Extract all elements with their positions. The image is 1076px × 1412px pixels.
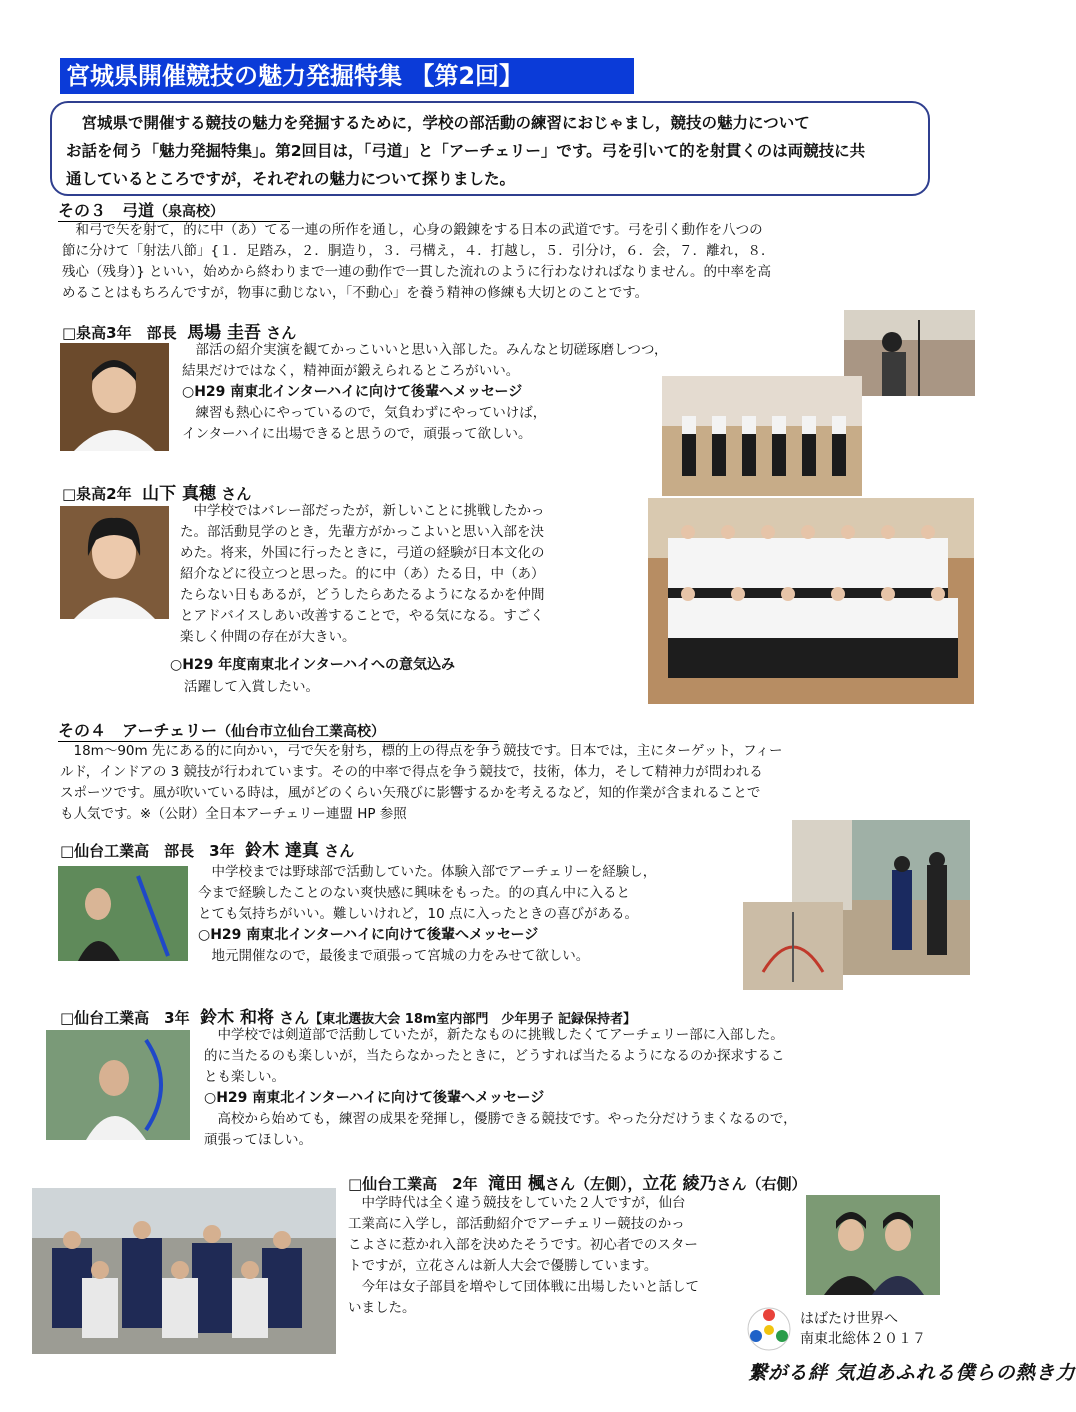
person-name: 立花 綾乃 — [642, 1174, 717, 1194]
body-line: 和弓で矢を射て，的に中（あ）てる一連の所作を通し，心身の鍛錬をする日本の武道です。弓を引く動作を八つの — [75, 222, 763, 238]
body-line: 18m～90m 先にある的に向かい，弓で矢を射ち，標的上の得点を争う競技です。日本では，主にターゲット，フィー — [73, 743, 783, 759]
record-note: 【東北選抜大会 18m室内部門 少年男子 記録保持者】 — [309, 1012, 636, 1027]
text-line: 中学時代は全く違う競技をしていた２人ですが，仙台 — [361, 1195, 686, 1211]
archery-person3-text — [348, 1193, 788, 1319]
kyudo-group-photo — [648, 498, 974, 704]
kyudo-school: （泉高校） — [154, 204, 225, 220]
archery-heading-title: その４ アーチェリー — [58, 721, 218, 740]
text-line: 今年は女子部員を増やして団体戦に出場したいと話して — [361, 1279, 699, 1295]
text-line: とアドバイスしあい改善することで，やる気になる。すごく — [180, 608, 544, 624]
archery-heading — [58, 718, 498, 742]
kyudo-practice-photo — [844, 310, 975, 396]
text-line: とても気持ちがいい。難しいけれど，10 点に入ったときの喜びがある。 — [198, 906, 638, 922]
archery-person1-text — [198, 862, 758, 967]
intro-line: 宮城県で開催する競技の魅力を発掘するために，学校の部活動の練習におじゃまし，競技の魅力について — [81, 114, 810, 132]
text-line: 部活の紹介実演を観てかっこいいと思い入部した。みんなと切磋琢磨しつつ， — [195, 342, 668, 358]
text-line: 紹介などに役立つと思った。的に中（あ）たる日，中（あ） — [180, 566, 545, 582]
logo-tagline: はばたけ世界へ — [800, 1311, 898, 1327]
games-logo-icon — [746, 1306, 792, 1352]
person-label: □仙台工業高 部長 3年 — [60, 842, 235, 860]
message-title: ○H29 年度南東北インターハイへの意気込み — [170, 657, 456, 673]
name-separator: ， — [627, 1175, 643, 1193]
text-line: 楽しく仲間の存在が大きい。 — [180, 629, 356, 645]
person-name: 滝田 楓 — [488, 1174, 545, 1194]
text-line: 中学校までは野球部で活動していた。体験入部でアーチェリーを経験し， — [211, 864, 657, 880]
logo-slogan: 繋がる絆 気迫あふれる僕らの熱き力 — [748, 1362, 1076, 1384]
text-line: いました。 — [348, 1300, 416, 1316]
kyudo-person2-text — [180, 501, 650, 648]
intro-line: 通しているところですが，それぞれの魅力について探りました。 — [66, 170, 516, 188]
message-title: ○H29 南東北インターハイに向けて後輩へメッセージ — [182, 384, 523, 400]
person-label: □泉高3年 部長 — [62, 324, 177, 342]
archery-school: （仙台市立仙台工業高校） — [217, 724, 386, 740]
kyudo-line-photo — [662, 376, 862, 496]
text-line: とも楽しい。 — [204, 1069, 285, 1085]
person-name: 馬場 圭吾 — [187, 323, 261, 343]
portrait-photo — [46, 1030, 190, 1140]
person-side: さん（左側） — [545, 1175, 628, 1193]
text-line: 中学校ではバレー部だったが，新しいことに挑戦したかっ — [193, 503, 545, 519]
text-line: 結果だけではなく，精神面が鍛えられるところがいい。 — [182, 363, 520, 379]
message-title: ○H29 南東北インターハイに向けて後輩へメッセージ — [198, 927, 539, 943]
text-line: 今まで経験したことのない爽快感に興味をもった。的の真ん中に入ると — [198, 885, 630, 901]
archery-body — [60, 741, 950, 825]
text-line: 的に当たるのも楽しいが，当たらなかったときに，どうすれば当たるようになるのか探求するこ — [204, 1048, 785, 1064]
person-honorific: さん — [279, 1009, 310, 1027]
archery-duo-photo — [806, 1195, 940, 1295]
message-title: ○H29 南東北インターハイに向けて後輩へメッセージ — [204, 1090, 545, 1106]
text-line: めた。将来，外国に行ったときに，弓道の経験が日本文化の — [180, 545, 545, 561]
text-line: こよさに惹かれ入部を決めたそうです。初心者でのスター — [348, 1237, 698, 1253]
archery-person3-heading — [348, 1169, 806, 1194]
text-line: 工業高に入学し，部活動紹介でアーチェリー競技のかっ — [348, 1216, 685, 1232]
person-honorific: さん — [324, 842, 355, 860]
text-line: 活躍して入賞したい。 — [184, 679, 319, 695]
portrait-photo — [58, 866, 188, 961]
text-line: た。部活動見学のとき，先輩方がかっこよいと思い入部を決 — [180, 524, 544, 540]
kyudo-heading-title: その３ 弓道 — [58, 201, 155, 220]
kyudo-body — [62, 220, 942, 304]
text-line: インターハイに出場できると思うので，頑張って欲しい。 — [182, 426, 532, 442]
body-line: 節に分けて「射法八節」{１．足踏み，２．胴造り，３．弓構え，４．打越し，５．引分け，６．会，７．離れ，８． — [62, 243, 775, 259]
body-line: も人気です。※（公財）全日本アーチェリー連盟 HP 参照 — [60, 806, 407, 822]
person-side: さん（右側） — [716, 1175, 807, 1193]
portrait-photo — [60, 343, 169, 451]
person-label: □仙台工業高 2年 — [348, 1175, 478, 1193]
portrait-photo — [60, 506, 169, 619]
intro-box — [50, 101, 930, 196]
text-line: たらない日もあるが，どうしたらあたるようになるかを仲間 — [180, 587, 545, 603]
person-name: 山下 真穂 — [142, 484, 216, 504]
archery-bow-photo — [743, 902, 843, 990]
person-honorific: さん — [266, 324, 297, 342]
body-line: めることはもちろんですが，物事に動じない，「不動心」を養う精神の修練も大切とのことです。 — [62, 285, 649, 301]
logo-event-name: 南東北総体２０１７ — [800, 1331, 926, 1347]
body-line: スポーツです。風が吹いている時は，風がどのくらい矢飛びに影響するかを考えるなど，知的作業が含まれることで — [60, 785, 761, 801]
intro-line: お話を伺う「魅力発掘特集」。第2回目は，「弓道」と「アーチェリー」です。弓を引いて的を射貫くのは両競技に共 — [66, 142, 866, 160]
body-line: ルド，インドアの 3 競技が行われています。その的中率で得点を争う競技で，技術，体力，そして精神力が問われる — [60, 764, 763, 780]
text-line: 頑張ってほしい。 — [204, 1132, 312, 1148]
text-line: 中学校では剣道部で活動していたが，新たなものに挑戦したくてアーチェリー部に入部した。 — [217, 1027, 784, 1043]
page-title: 宮城県開催競技の魅力発掘特集 【第2回】 — [60, 58, 634, 94]
person-honorific: さん — [221, 485, 252, 503]
body-line: 残心（残身）} といい，始めから終わりまで一連の動作で一貫した流れのように行わなければなりません。的中率を高 — [62, 264, 771, 280]
text-line: 練習も熱心にやっているので，気負わずにやっていけば， — [195, 405, 547, 421]
text-line: トですが，立花さんは新人大会で優勝しています。 — [348, 1258, 658, 1274]
kyudo-heading — [58, 198, 290, 222]
person-label: □仙台工業高 3年 — [60, 1009, 190, 1027]
person-label: □泉高2年 — [62, 485, 132, 503]
text-line: 地元開催なので，最後まで頑張って宮城の力をみせて欲しい。 — [211, 948, 590, 964]
archery-team-photo — [32, 1188, 336, 1354]
archery-person2-text — [204, 1025, 944, 1151]
text-line: 高校から始めても，練習の成果を発揮し，優勝できる競技です。やった分だけうまくなるので， — [217, 1111, 797, 1127]
archery-person1-heading — [60, 836, 354, 861]
person-name: 鈴木 達真 — [245, 841, 319, 861]
person-name: 鈴木 和将 — [200, 1008, 274, 1028]
